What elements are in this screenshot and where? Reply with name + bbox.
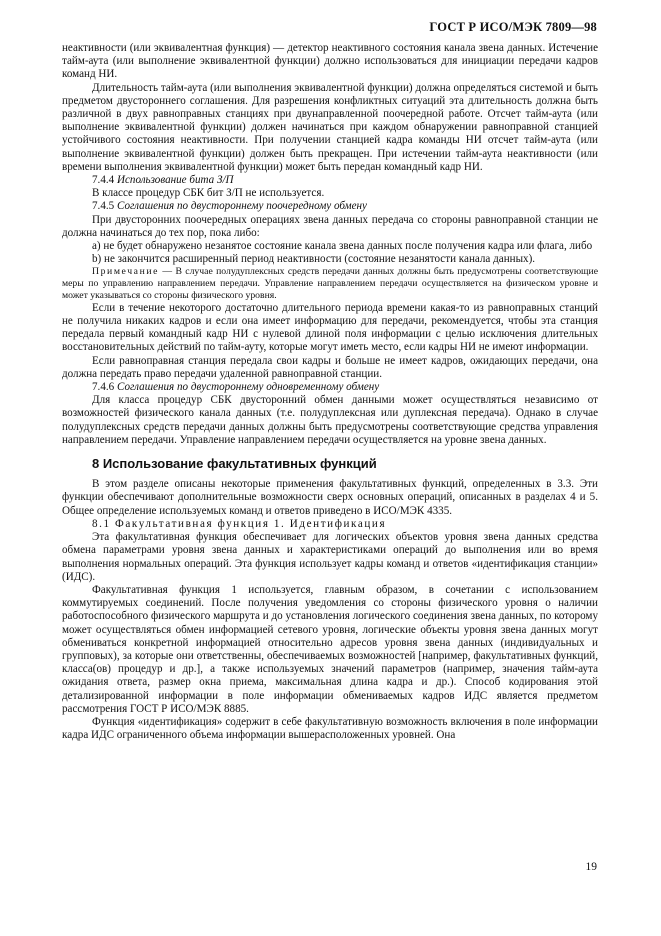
paragraph-switched-connections: Факультативная функция 1 используется, главным образом, в сочетании с использованием коммутируемых соединений. После получения уведомления со стороны физического уровня о наличии работоспособного физического маршрута и до установления логического соединения звена данных, по которому может осуществляться обмен информацией сетевого уровня, логические объекты уровня звена данных могут обмениваться конкретной информацией относительно адресов уровня звена данных (индивидуальных и групповых), за которые они ответственны, обеспечиваемых возможностей [например, факультативных функций, класса(ов) процедур и др.], а также используемых значений параметров (например, значения тайм-аута ожидания ответа, размер окна приема, максимальная длина кадра и др.). Способ кодирования этой детализированной информации в поле информации обмениваемых кадров ИДС является предметом рассмотрения ГОСТ Р ИСО/МЭК 8885. [62,583,598,715]
subsection-heading-8-1: 8.1 Факультативная функция 1. Идентификация [92,517,387,530]
list-item-a: а) не будет обнаружено незанятое состояние канала звена данных после получения кадра или флага, либо [92,240,593,253]
subsection-title: Соглашения по двустороннему одновременному обмену [116,381,380,394]
paragraph-bit-usage: В классе процедур СБК бит З/П не используется. [92,187,325,200]
subsection-number: 7.4.6 [92,381,115,394]
paragraph-timeout-duration: Длительность тайм-аута (или выполнения эквивалентной функции) должна определяться системой и быть предметом двустороннего соглашения. Для разрешения конфликтных ситуаций эта длительность должна быть различной в двух равноправных станциях при двунаправленной поочередной работе. Отсчет тайм-аута (или выполнение эквивалентной функции) должен начинаться при каждом обнаружении равноправной станцией устойчивого состояния неактивности. При получении станцией кадра команды НИ отсчет тайм-аута (или выполнение эквивалентной функции) должен быть прекращен. При истечении тайм-аута неактивности (или времени выполнения эквивалентной функции) может быть передан командный кадр НИ. [62,81,598,173]
subsection-number: 7.4.4 [92,174,115,187]
page-number: 19 [585,861,597,873]
subsection-number: 7.4.5 [92,200,115,213]
note-paragraph [62,266,598,301]
paragraph-function-1: Эта факультативная функция обеспечивает для логических объектов уровня звена данных средства обмена параметрами уровня звена данных и характеристиками операций до выполнения или во время выполнения нормальных операций. Эта функция использует кадры команд и ответов «идентификация станции» (ИДС). [62,531,598,583]
note-label: Примечание [92,266,160,278]
section-heading-8: 8 Использование факультативных функций [92,456,377,472]
subsection-heading-7-4-4 [62,174,598,187]
subsection-title: Соглашения по двустороннему поочередному обмену [116,200,367,213]
paragraph-idle-station: Если в течение некоторого достаточно длительного периода времени какая-то из равноправных станций не получила никаких кадров и если она имеет информацию для передачи, рекомендуется, чтобы эта станция передала первый командный кадр НИ с нулевой длиной поля информации с целью исключения длительных восстановительных действий по тайм-ауту, которые могут иметь место, если кадры НИ не имеют информации. [62,301,598,354]
note-text: — В случае полудуплексных средств передачи данных должны быть предусмотрены соответствующие меры по управлению направлением передачи. Управление направлением передачи осуществляется на физическом уровне и может указываться со стороны физического уровня. [62,266,598,302]
paragraph-identification: Функция «идентификация» содержит в себе факультативную возможность включения в поле информации кадра ИДС ограниченного объема информации вышерасположенных уровней. Она [62,715,598,742]
document-body [62,42,598,742]
document-header: ГОСТ Р ИСО/МЭК 7809—98 [429,20,597,34]
subsection-heading-7-4-5 [62,200,598,213]
paragraph-pass-right: Если равноправная станция передала свои кадры и больше не имеет кадров, ожидающих передачи, она должна передать право передачи удаленной равноправной станции. [62,354,598,380]
paragraph-duplex: Для класса процедур СБК двусторонний обмен данными может осуществляться независимо от возможностей физического канала данных (т.е. полудуплексная или дуплексная передача). Однако в случае полудуплексных средств передачи данных должны быть предусмотрены соответствующие средства управления направлением передачи. Управление направлением передачи осуществляется на уровне звена данных. [62,394,598,446]
paragraph-section-8-intro: В этом разделе описаны некоторые применения факультативных функций, определенных в 3.3. Эти функции обеспечивают дополнительные возможности сверх основных операций, описанных в разделах 4 и 5. Общее определение используемых команд и ответов приведено в ИСО/МЭК 4335. [62,478,598,517]
list-item-b: b) не закончится расширенный период неактивности (состояние незанятости канала данных). [92,253,536,266]
subsection-heading-7-4-6 [62,381,598,394]
paragraph-continuation: неактивности (или эквивалентная функция) — детектор неактивного состояния канала звена данных. Истечение тайм-аута (или выполнение эквивалентной функции) должно использоваться для инициации передачи кадров команд НИ. [62,42,598,81]
subsection-title: Использование бита З/П [116,174,234,187]
paragraph-half-duplex-intro: При двусторонних поочередных операциях звена данных передача со стороны равноправной станции не должна начинаться до тех пор, пока либо: [62,213,598,239]
